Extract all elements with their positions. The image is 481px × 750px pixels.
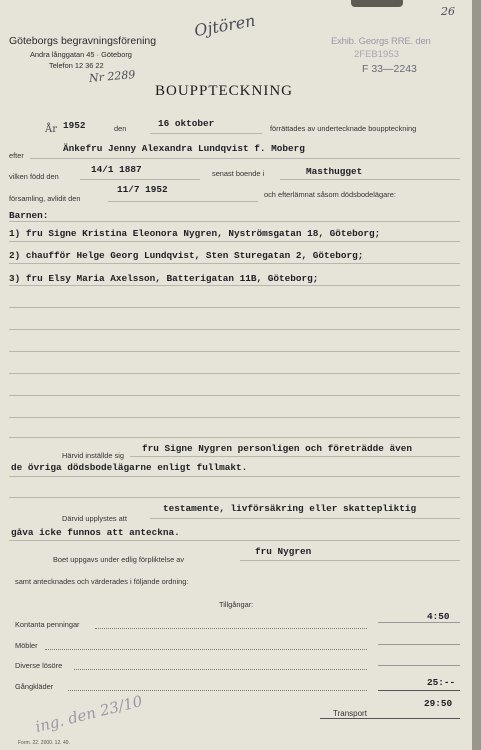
asset-label-furniture: Möbler: [15, 641, 38, 650]
heir-item: 2) chaufför Helge Georg Lundqvist, Sten Sturegatan 2, Göteborg;: [9, 250, 364, 261]
form-rule: [280, 179, 460, 180]
handwritten-note: ing. den 23/10: [33, 691, 145, 737]
asset-value-cash: 4:50: [427, 611, 450, 622]
ar-label: År: [45, 124, 58, 135]
boet-label: Boet uppgavs under edlig förpliktelse av: [53, 555, 185, 564]
form-rule: [9, 263, 460, 264]
document-number: Nr 2289: [88, 68, 136, 85]
asset-value-clothes: 25:--: [427, 677, 456, 688]
value-rule: [378, 622, 460, 623]
form-rule: [150, 518, 460, 519]
form-rule: [130, 456, 460, 457]
value-rule: [378, 644, 460, 645]
parish-value: Masthugget: [306, 166, 363, 177]
form-rule: [9, 437, 460, 438]
form-rule: [9, 497, 460, 498]
heir-item: 1) fru Signe Kristina Eleonora Nygren, Nyströmsgatan 18, Göteborg;: [9, 228, 381, 239]
fodd-label: vilken född den: [9, 172, 59, 181]
page-number: 26: [441, 5, 455, 18]
transport-value: 29:50: [424, 698, 453, 709]
harvid-label: Härvid inställde sig: [62, 451, 125, 460]
value-rule: [378, 665, 460, 666]
form-code: Form. 22. 2000. 12. 49.: [18, 740, 70, 746]
heirs-heading: Barnen:: [9, 210, 49, 221]
form-rule: [9, 373, 460, 374]
archive-number: F 33—2243: [362, 63, 417, 75]
form-rule: [30, 158, 460, 159]
asset-label-cash: Kontanta penningar: [15, 620, 80, 629]
assets-heading: Tillgångar:: [219, 600, 254, 609]
harvid-line-1: fru Signe Nygren personligen och företrädde även: [142, 443, 413, 454]
leader-dots: [68, 690, 367, 691]
handwritten-top: Ojtören: [192, 10, 257, 41]
efter-label: efter: [9, 151, 24, 160]
document-title: BOUPPTECKNING: [155, 83, 294, 99]
form-rule: [9, 221, 460, 222]
org-phone: Telefon 12 36 22: [49, 61, 104, 70]
efterlamnat-label: och efterlämnat såsom dödsbodelägare:: [264, 190, 396, 199]
birth-date: 14/1 1887: [91, 164, 142, 175]
forsamling-label: församling, avlidit den: [9, 194, 81, 203]
transport-rule: [320, 718, 460, 719]
leader-dots: [95, 628, 367, 629]
den-label: den: [114, 124, 127, 133]
year-value: 1952: [63, 120, 86, 131]
form-rule: [9, 351, 460, 352]
form-rule: [9, 285, 460, 286]
boet-value: fru Nygren: [255, 546, 312, 557]
stamp-line-1: Exhib. Georgs RRE. den: [331, 36, 431, 47]
asset-label-clothes: Gångkläder: [15, 682, 54, 691]
death-date: 11/7 1952: [117, 184, 168, 195]
asset-label-misc: Diverse lösöre: [15, 661, 63, 670]
form-rule: [150, 133, 262, 134]
form-rule: [9, 241, 460, 242]
form-rule: [9, 307, 460, 308]
form-rule: [9, 329, 460, 330]
harvid-line-2: de övriga dödsbodelägarne enligt fullmakt.: [11, 462, 248, 473]
sum-separator: [378, 690, 460, 691]
form-rule: [9, 476, 460, 477]
page-edge: [472, 0, 481, 750]
darvid-line-1: testamente, livförsäkring eller skattepliktig: [163, 503, 417, 514]
heir-item: 3) fru Elsy Maria Axelsson, Batterigatan 11B, Göteborg;: [9, 273, 319, 284]
form-rule: [80, 179, 200, 180]
forrattades-label: förrättades av undertecknade bouppteckning: [270, 124, 417, 133]
darvid-label: Därvid upplystes att: [62, 514, 127, 523]
form-rule: [108, 201, 258, 202]
form-rule: [9, 417, 460, 418]
org-name: Göteborgs begravningsförening: [9, 35, 157, 47]
clip-mark: [351, 0, 403, 7]
form-rule: [240, 560, 460, 561]
darvid-line-2: gåva icke funnos att anteckna.: [11, 527, 180, 538]
stamp-line-2: 2FEB1953: [354, 49, 399, 60]
leader-dots: [74, 669, 367, 670]
boende-label: senast boende i: [212, 169, 265, 178]
form-rule: [9, 395, 460, 396]
leader-dots: [45, 649, 367, 650]
samt-label: samt antecknades och värderades i följande ordning:: [15, 577, 189, 586]
form-rule: [9, 540, 460, 541]
org-address: Andra långgatan 45 · Göteborg: [30, 50, 132, 59]
date-value: 16 oktober: [158, 118, 215, 129]
transport-label: Transport: [333, 709, 367, 718]
deceased-name: Änkefru Jenny Alexandra Lundqvist f. Moberg: [63, 143, 305, 154]
